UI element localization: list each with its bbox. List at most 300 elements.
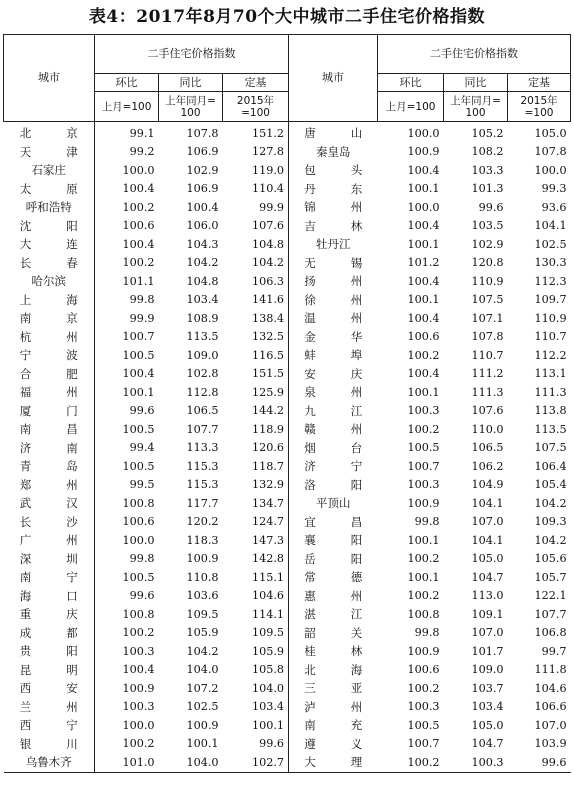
yoy-cell-right: 110.0 — [471, 422, 504, 436]
city-name: 泉 州 — [304, 385, 363, 400]
mom-cell-left: 99.6 — [129, 404, 155, 418]
city-name: 天 津 — [19, 144, 78, 159]
yoy-header-right: 同比 — [444, 74, 508, 92]
city-cell-left — [4, 679, 95, 698]
base-cell-right: 110.9 — [534, 311, 567, 325]
yoy-cell-right: 101.3 — [471, 182, 504, 196]
base-cell-right: 105.4 — [534, 478, 567, 492]
yoy-cell-right: 107.6 — [471, 404, 504, 418]
table-row — [4, 513, 571, 532]
city-cell-left — [4, 309, 95, 328]
yoy-cell-right: 108.2 — [471, 145, 504, 159]
mom-cell-left: 100.5 — [122, 570, 155, 584]
yoy-cell-left: 100.4 — [186, 200, 219, 214]
yoy-cell-right: 105.0 — [471, 718, 504, 732]
base-cell-left: 105.8 — [223, 661, 289, 680]
city-cell-left — [4, 735, 95, 754]
table-row — [4, 605, 571, 624]
base-cell-left: 151.2 — [223, 122, 289, 143]
base-cell-right: 130.3 — [534, 256, 567, 270]
yoy-base-line1: 上年同月= — [165, 94, 216, 107]
mom-cell-left: 100.8 — [122, 496, 155, 510]
yoy-cell-left: 109.0 — [186, 348, 219, 362]
yoy-cell-right: 103.5 — [471, 219, 504, 233]
table-row — [4, 328, 571, 347]
city-cell-right — [289, 217, 378, 236]
mom-cell-right: 100.9 — [407, 644, 440, 658]
city-name: 南 宁 — [19, 570, 78, 585]
base-base-right — [508, 92, 571, 122]
yoy-base-line1: 上年同月= — [450, 94, 501, 107]
yoy-cell-right: 100.3 — [444, 753, 508, 772]
city-name: 武 汉 — [19, 496, 78, 511]
table-row — [4, 217, 571, 236]
mom-cell-left: 100.7 — [122, 330, 155, 344]
base-header-left: 定基 — [223, 74, 289, 92]
city-name: 长 春 — [19, 255, 78, 270]
mom-cell-right: 100.4 — [407, 163, 440, 177]
table-row — [4, 198, 571, 217]
mom-cell-right: 100.1 — [407, 293, 440, 307]
yoy-cell-right: 102.9 — [471, 237, 504, 251]
city-cell-right — [289, 661, 378, 680]
city-name: 郑 州 — [19, 477, 78, 492]
city-name: 湛 江 — [304, 607, 363, 622]
mom-cell-right: 100.4 — [407, 311, 440, 325]
yoy-cell-left: 113.3 — [186, 441, 219, 455]
mom-cell-left: 100.6 — [122, 515, 155, 529]
yoy-cell-left: 104.0 — [159, 753, 223, 772]
base-cell-right: 99.7 — [541, 644, 567, 658]
city-name: 唐 山 — [304, 126, 363, 141]
yoy-cell-left: 100.9 — [186, 552, 219, 566]
city-name: 襄 阳 — [304, 533, 363, 548]
price-index-table — [3, 34, 571, 773]
mom-cell-right: 100.3 — [407, 478, 440, 492]
mom-cell-right: 100.2 — [378, 753, 444, 772]
mom-cell-left: 99.8 — [129, 552, 155, 566]
yoy-cell-right: 104.7 — [471, 570, 504, 584]
yoy-cell-left: 106.5 — [186, 404, 219, 418]
yoy-cell-right: 103.4 — [471, 700, 504, 714]
table-body — [4, 122, 571, 773]
city-name: 扬 州 — [304, 274, 363, 289]
city-name: 长 沙 — [19, 514, 78, 529]
city-cell-left: 呼和浩特 — [4, 198, 95, 217]
mom-cell-right: 100.7 — [407, 737, 440, 751]
base-cell-right: 111.3 — [534, 385, 567, 399]
base-cell-right: 93.6 — [541, 200, 567, 214]
mom-cell-left: 100.4 — [122, 367, 155, 381]
city-cell-right: 平顶山 — [316, 496, 351, 511]
table-row — [4, 550, 571, 569]
city-cell-right — [289, 753, 378, 772]
yoy-cell-right: 101.7 — [471, 644, 504, 658]
yoy-cell-left: 120.2 — [186, 515, 219, 529]
mom-cell-left: 100.0 — [122, 163, 155, 177]
base-cell-left: 120.6 — [223, 439, 289, 458]
table-row — [4, 735, 571, 754]
base-cell-right: 106.8 — [534, 626, 567, 640]
base-cell-right: 99.3 — [541, 182, 567, 196]
yoy-cell-left: 103.4 — [186, 293, 219, 307]
base-cell-left: 109.5 — [223, 624, 289, 643]
base-cell-left: 116.5 — [223, 346, 289, 365]
city-name: 太 原 — [19, 181, 78, 196]
base-cell-right: 103.9 — [534, 737, 567, 751]
city-cell-left — [4, 365, 95, 384]
yoy-cell-left: 105.9 — [186, 626, 219, 640]
yoy-cell-right: 103.7 — [471, 681, 504, 695]
mom-base-left — [95, 92, 159, 122]
mom-cell-right: 100.4 — [407, 367, 440, 381]
table-row — [4, 122, 571, 143]
city-name: 上 海 — [19, 292, 78, 307]
base-cell-left: 118.9 — [223, 420, 289, 439]
yoy-cell-right: 109.0 — [471, 663, 504, 677]
yoy-cell-left: 102.8 — [186, 367, 219, 381]
mom-cell-right: 100.1 — [407, 182, 440, 196]
yoy-cell-left: 103.6 — [186, 589, 219, 603]
base-cell-right: 105.6 — [534, 552, 567, 566]
table-row — [4, 716, 571, 735]
city-cell-right — [289, 624, 378, 643]
base-cell-left: 134.7 — [223, 494, 289, 513]
base-cell-right: 100.0 — [534, 163, 567, 177]
mom-cell-left: 100.9 — [122, 681, 155, 695]
yoy-cell-left: 100.1 — [186, 737, 219, 751]
mom-cell-left: 100.8 — [122, 607, 155, 621]
mom-cell-left: 100.5 — [122, 348, 155, 362]
table-row — [4, 679, 571, 698]
base-cell-left: 118.7 — [223, 457, 289, 476]
city-cell-right — [289, 605, 378, 624]
city-cell-left — [4, 346, 95, 365]
base-cell-left: 104.0 — [223, 679, 289, 698]
base-cell-right: 106.4 — [534, 459, 567, 473]
base-cell-left: 110.4 — [223, 180, 289, 199]
yoy-cell-left: 110.8 — [186, 570, 219, 584]
mom-cell-left: 99.2 — [129, 145, 155, 159]
yoy-cell-right: 104.1 — [471, 496, 504, 510]
base-cell-right: 112.3 — [534, 274, 567, 288]
city-cell-right — [289, 291, 378, 310]
table-row — [4, 254, 571, 273]
table-row — [4, 309, 571, 328]
city-name: 赣 州 — [304, 422, 363, 437]
yoy-cell-right: 107.8 — [471, 330, 504, 344]
mom-cell-right: 100.2 — [407, 681, 440, 695]
base-cell-right: 104.6 — [534, 681, 567, 695]
base-cell-right: 111.8 — [534, 663, 567, 677]
city-cell-right — [289, 180, 378, 199]
city-cell-right: 秦皇岛 — [316, 144, 351, 159]
city-name: 蚌 埠 — [304, 348, 363, 363]
table-row — [4, 476, 571, 495]
mom-cell-right: 100.1 — [407, 533, 440, 547]
city-cell-right — [289, 679, 378, 698]
city-name: 北 海 — [304, 662, 363, 677]
city-cell-left — [4, 217, 95, 236]
yoy-cell-right: 111.2 — [471, 367, 504, 381]
city-cell-right — [289, 309, 378, 328]
city-name: 遵 义 — [304, 736, 363, 751]
base-cell-left: 104.6 — [223, 587, 289, 606]
table-row — [4, 439, 571, 458]
mom-header-left: 环比 — [95, 74, 159, 92]
yoy-cell-left: 115.3 — [186, 459, 219, 473]
base-cell-left: 144.2 — [223, 402, 289, 421]
city-name: 锦 州 — [304, 200, 363, 215]
mom-cell-right: 100.6 — [407, 663, 440, 677]
city-cell-left — [4, 605, 95, 624]
table-row — [4, 272, 571, 291]
city-name: 吉 林 — [304, 218, 363, 233]
city-name: 厦 门 — [19, 403, 78, 418]
yoy-cell-right: 104.1 — [471, 533, 504, 547]
city-cell-right — [289, 457, 378, 476]
city-name: 银 川 — [19, 736, 78, 751]
city-header-left: 城市 — [4, 35, 95, 122]
base-cell-right: 109.3 — [534, 515, 567, 529]
base-cell-left: 99.6 — [223, 735, 289, 754]
city-cell-right — [289, 383, 378, 402]
city-cell-left — [4, 642, 95, 661]
city-name: 杭 州 — [19, 329, 78, 344]
city-cell-left: 乌鲁木齐 — [4, 753, 95, 772]
city-cell-left — [4, 531, 95, 550]
city-name: 韶 关 — [304, 625, 363, 640]
yoy-cell-right: 106.5 — [471, 441, 504, 455]
city-name: 惠 州 — [304, 588, 363, 603]
yoy-cell-right: 111.3 — [471, 385, 504, 399]
city-name: 西 宁 — [19, 718, 78, 733]
city-cell-right — [289, 254, 378, 273]
mom-cell-left: 100.5 — [122, 459, 155, 473]
base-cell-left: 103.4 — [223, 698, 289, 717]
city-cell-left — [4, 624, 95, 643]
base-cell-left: 132.5 — [223, 328, 289, 347]
base-cell-left: 100.1 — [223, 716, 289, 735]
city-name: 大 理 — [304, 755, 363, 770]
base-cell-right: 104.2 — [534, 496, 567, 510]
yoy-cell-right: 107.0 — [471, 515, 504, 529]
yoy-cell-left: 102.5 — [186, 700, 219, 714]
yoy-cell-left: 100.9 — [186, 718, 219, 732]
table-row — [4, 624, 571, 643]
city-name: 合 肥 — [19, 366, 78, 381]
city-name: 大 连 — [19, 237, 78, 252]
mom-cell-right: 100.4 — [407, 219, 440, 233]
mom-cell-left: 99.1 — [129, 126, 155, 140]
yoy-cell-left: 117.7 — [186, 496, 219, 510]
base-cell-left: 125.9 — [223, 383, 289, 402]
mom-cell-left: 100.4 — [122, 182, 155, 196]
base-cell-right: 104.2 — [534, 533, 567, 547]
city-cell-right — [289, 161, 378, 180]
city-cell-left — [4, 420, 95, 439]
yoy-base-line2: 100 — [465, 106, 486, 119]
base-cell-left: 138.4 — [223, 309, 289, 328]
city-cell-left — [4, 122, 95, 143]
base-base-line1: 2015年 — [520, 94, 558, 107]
base-cell-right: 107.5 — [534, 441, 567, 455]
city-name: 南 充 — [304, 718, 363, 733]
mom-cell-left: 100.3 — [122, 700, 155, 714]
mom-cell-right: 100.9 — [407, 496, 440, 510]
city-name: 岳 阳 — [304, 551, 363, 566]
city-cell-left — [4, 698, 95, 717]
city-cell-right — [289, 439, 378, 458]
yoy-cell-right: 110.7 — [471, 348, 504, 362]
yoy-base-line2: 100 — [180, 106, 201, 119]
city-name: 洛 阳 — [304, 477, 363, 492]
table-row — [4, 235, 571, 254]
mom-cell-right: 100.1 — [407, 237, 440, 251]
city-name: 南 京 — [19, 311, 78, 326]
mom-cell-left: 99.5 — [129, 478, 155, 492]
city-name: 包 头 — [304, 163, 363, 178]
yoy-cell-left: 104.2 — [186, 256, 219, 270]
yoy-cell-right: 105.2 — [471, 126, 504, 140]
mom-cell-left: 101.1 — [122, 274, 155, 288]
base-cell-right: 107.0 — [534, 718, 567, 732]
city-cell-right — [289, 735, 378, 754]
yoy-cell-left: 108.9 — [186, 311, 219, 325]
base-cell-right: 107.8 — [534, 145, 567, 159]
table-row — [4, 365, 571, 384]
yoy-cell-left: 113.5 — [186, 330, 219, 344]
base-cell-right: 113.8 — [534, 404, 567, 418]
base-cell-left: 147.3 — [223, 531, 289, 550]
table-row — [4, 346, 571, 365]
table-row — [4, 420, 571, 439]
city-cell-right — [289, 346, 378, 365]
yoy-cell-left: 104.0 — [186, 663, 219, 677]
mom-cell-left: 100.2 — [122, 256, 155, 270]
mom-cell-right: 100.1 — [407, 570, 440, 584]
city-name: 重 庆 — [19, 607, 78, 622]
yoy-cell-right: 113.0 — [471, 589, 504, 603]
yoy-cell-left: 106.0 — [186, 219, 219, 233]
mom-cell-right: 100.7 — [407, 459, 440, 473]
mom-cell-left: 100.5 — [122, 422, 155, 436]
mom-cell-right: 100.1 — [407, 385, 440, 399]
city-name: 三 亚 — [304, 681, 363, 696]
base-cell-right: 106.6 — [534, 700, 567, 714]
table-row — [4, 661, 571, 680]
yoy-cell-right: 107.5 — [471, 293, 504, 307]
city-name: 成 都 — [19, 625, 78, 640]
base-cell-right: 99.6 — [508, 753, 571, 772]
city-name: 金 华 — [304, 329, 363, 344]
base-cell-right: 102.5 — [534, 237, 567, 251]
city-cell-left — [4, 402, 95, 421]
city-cell-left — [4, 439, 95, 458]
city-cell-left — [4, 476, 95, 495]
city-cell-right — [289, 642, 378, 661]
mom-cell-right: 100.0 — [407, 200, 440, 214]
city-cell-right — [289, 476, 378, 495]
city-cell-left — [4, 383, 95, 402]
base-cell-right: 104.1 — [534, 219, 567, 233]
city-cell-left: 石家庄 — [4, 161, 95, 180]
city-name: 常 德 — [304, 570, 363, 585]
base-cell-left: 114.1 — [223, 605, 289, 624]
mom-cell-left: 100.3 — [122, 644, 155, 658]
base-cell-right: 112.2 — [534, 348, 567, 362]
city-name: 宜 昌 — [304, 514, 363, 529]
city-cell-left — [4, 291, 95, 310]
city-name: 烟 台 — [304, 440, 363, 455]
base-cell-left: 141.6 — [223, 291, 289, 310]
table-row — [4, 143, 571, 162]
index-group-header-right: 二手住宅价格指数 — [378, 35, 571, 74]
yoy-cell-left: 107.2 — [186, 681, 219, 695]
city-name: 海 口 — [19, 588, 78, 603]
city-cell-right — [289, 420, 378, 439]
city-cell-left — [4, 457, 95, 476]
city-cell-right — [289, 402, 378, 421]
mom-cell-right: 100.5 — [407, 441, 440, 455]
city-cell-right — [289, 122, 378, 143]
city-cell-right — [289, 531, 378, 550]
mom-cell-right: 100.3 — [407, 404, 440, 418]
base-cell-left: 119.0 — [223, 161, 289, 180]
table-row — [4, 698, 571, 717]
mom-cell-right: 100.3 — [407, 700, 440, 714]
table-row — [4, 531, 571, 550]
yoy-cell-left: 104.2 — [186, 644, 219, 658]
city-cell-right — [289, 365, 378, 384]
yoy-header-left: 同比 — [159, 74, 223, 92]
base-base-left — [223, 92, 289, 122]
table-row — [4, 291, 571, 310]
base-base-line2: =100 — [241, 106, 270, 119]
table-title: 表4：2017年8月70个大中城市二手住宅价格指数 — [88, 7, 486, 27]
yoy-cell-left: 107.7 — [186, 422, 219, 436]
yoy-cell-right: 107.0 — [471, 626, 504, 640]
yoy-cell-left: 102.9 — [186, 163, 219, 177]
yoy-cell-right: 104.7 — [471, 737, 504, 751]
yoy-cell-right: 107.1 — [471, 311, 504, 325]
mom-cell-left: 100.2 — [122, 737, 155, 751]
mom-cell-left: 99.6 — [129, 589, 155, 603]
base-cell-right: 105.7 — [534, 570, 567, 584]
mom-base-text: 上月=100 — [385, 100, 436, 113]
base-cell-left: 151.5 — [223, 365, 289, 384]
city-cell-left — [4, 328, 95, 347]
yoy-base-left — [159, 92, 223, 122]
table-row — [4, 161, 571, 180]
table-row — [4, 587, 571, 606]
table-row — [4, 494, 571, 513]
mom-cell-left: 100.0 — [122, 533, 155, 547]
base-cell-left: 104.2 — [223, 254, 289, 273]
base-cell-left: 107.6 — [223, 217, 289, 236]
yoy-cell-left: 112.8 — [186, 385, 219, 399]
city-name: 昆 明 — [19, 662, 78, 677]
city-cell-right — [289, 272, 378, 291]
city-cell-left — [4, 235, 95, 254]
city-name: 宁 波 — [19, 348, 78, 363]
base-cell-left: 104.8 — [223, 235, 289, 254]
yoy-cell-left: 107.8 — [186, 126, 219, 140]
base-cell-left: 106.3 — [223, 272, 289, 291]
city-cell-left — [4, 254, 95, 273]
base-cell-right: 113.5 — [534, 422, 567, 436]
mom-cell-right: 100.2 — [407, 589, 440, 603]
